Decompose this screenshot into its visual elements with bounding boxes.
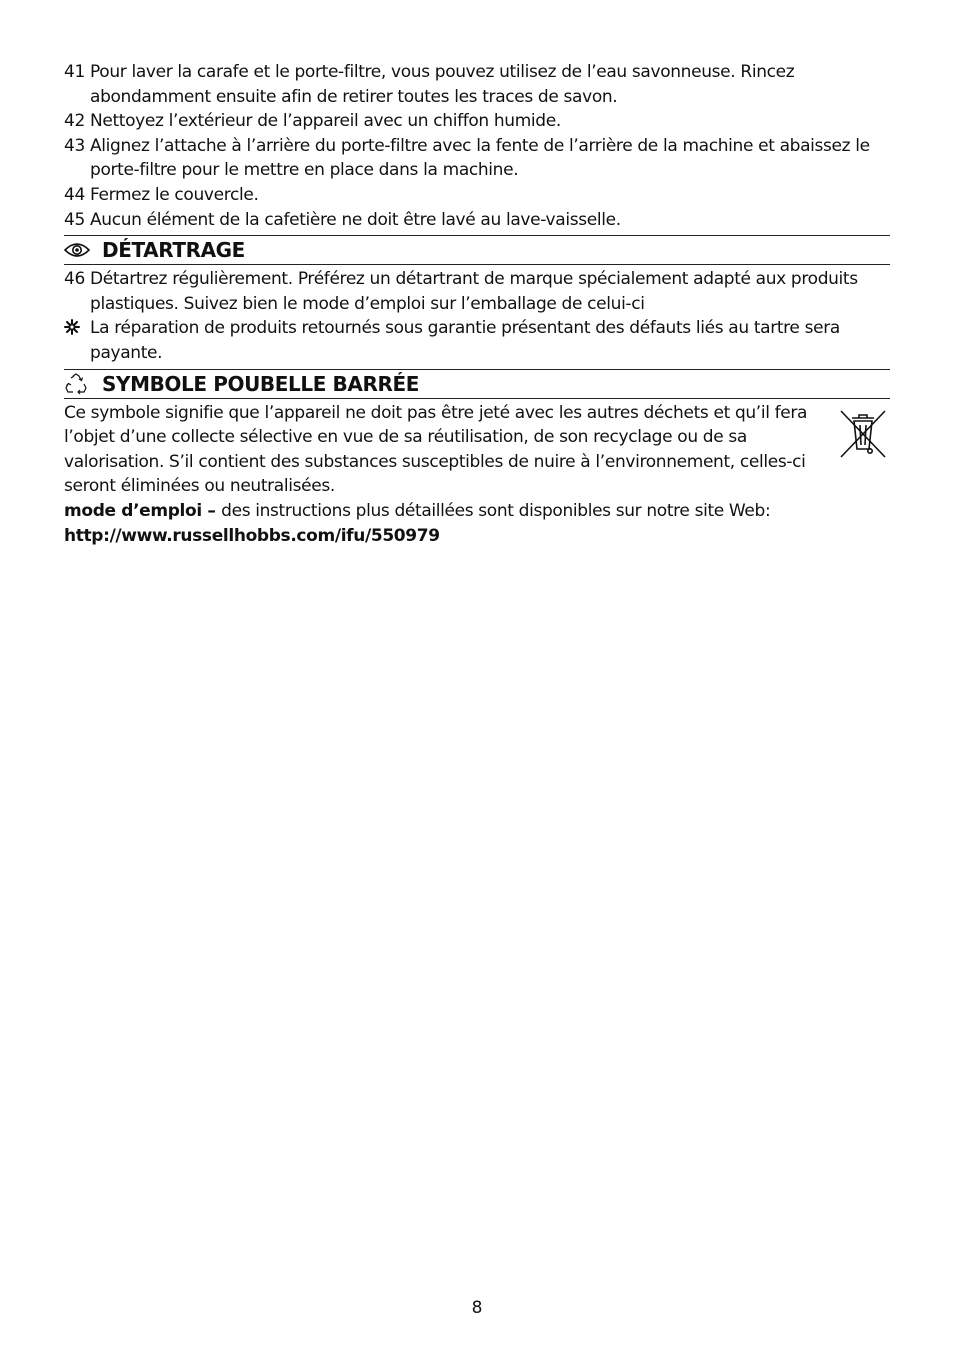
weee-paragraph: Ce symbole signifie que l’appareil ne doit pas être jeté avec les autres déchets et qu’il fera l’objet d’une collecte sélective en vue de sa réutilisation, de son recyclage ou de sa valorisation. S’il contient des substances susceptibles de nuire à l’environnement, celles-ci seront éliminées ou neutralisées. [64,402,808,497]
weee-heading [64,369,890,399]
warning-item: La réparation de produits retournés sous garantie présentant des défauts liés au tartre sera payante. [64,316,890,365]
recycle-icon [64,373,90,395]
weee-block [64,401,890,499]
instructions-url-link[interactable]: http://www.russellhobbs.com/ifu/550979 [64,525,440,546]
descaling-heading [64,235,890,265]
list-item: 42 Nettoyez l’extérieur de l’appareil avec un chiffon humide. [64,111,561,132]
crossed-bin-icon [838,407,888,461]
list-item: 41 Pour laver la carafe et le porte-filtre, vous pouvez utilisez de l’eau savonneuse. Rincez abondamment ensuite afin de retirer toutes les traces de savon. [64,62,795,107]
list-item: 44 Fermez le couvercle. [64,184,259,205]
instructions-label: mode d’emploi [64,500,202,521]
instructions-line: mode d’emploi – des instructions plus détaillées sont disponibles sur notre site Web: [64,500,771,521]
section-title: DÉTARTRAGE [102,238,245,263]
star-burst-icon [64,316,90,341]
page-content [64,60,890,548]
page-number: 8 [471,1298,483,1318]
eye-icon [64,239,90,261]
list-item: 45 Aucun élément de la cafetière ne doit être lavé au lave-vaisselle. [64,209,621,230]
list-item: 43 Alignez l’attache à l’arrière du porte-filtre avec la fente de l’arrière de la machine et abaissez le porte-filtre pour le mettre en place dans la machine. [64,135,870,181]
list-item: 46 Détartrez régulièrement. Préférez un détartrant de marque spécialement adapté aux produits plastiques. Suivez bien le mode d’emploi sur l’emballage de celui-ci [64,269,858,314]
section-title: SYMBOLE POUBELLE BARRÉE [102,371,419,396]
